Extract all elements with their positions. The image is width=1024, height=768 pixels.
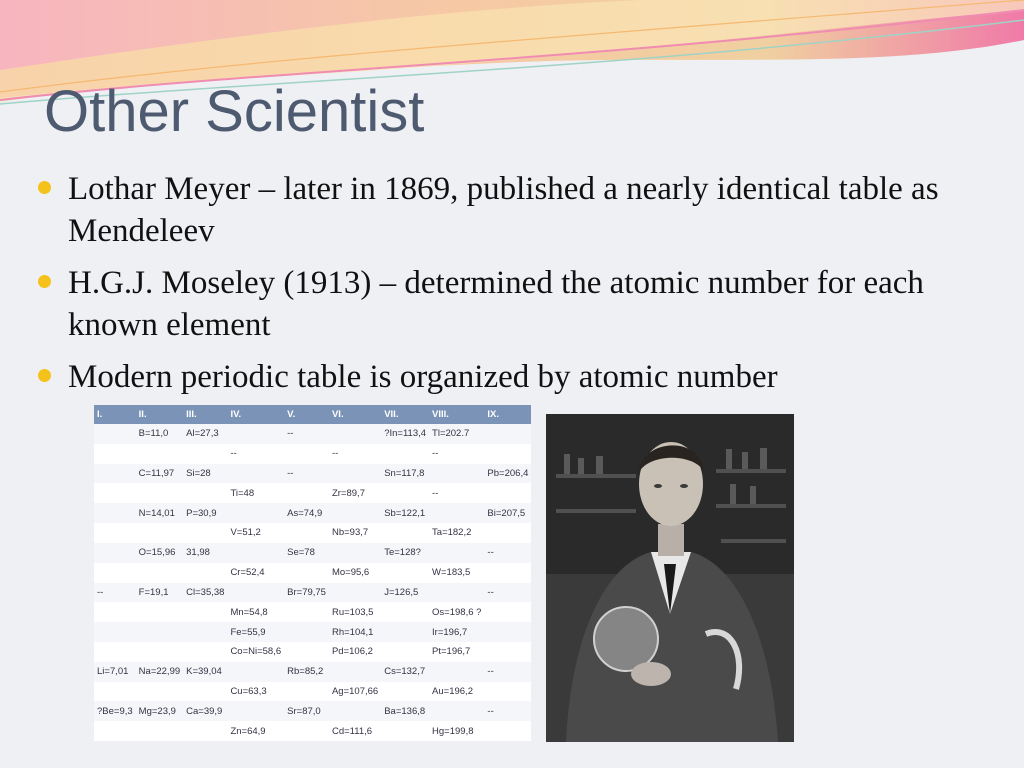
bullet-item: [38, 356, 998, 398]
table-cell: [429, 464, 484, 484]
table-cell: Ti=48: [227, 483, 284, 503]
table-header-cell: V.: [284, 405, 329, 424]
table-cell: [484, 424, 531, 444]
table-cell: [329, 464, 381, 484]
table-cell: [94, 464, 136, 484]
table-cell: [227, 662, 284, 682]
table-header-cell: II.: [136, 405, 183, 424]
table-cell: [94, 543, 136, 563]
table-cell: P=30,9: [186, 507, 217, 519]
table-cell: [381, 721, 429, 741]
table-cell: V=51,2: [227, 523, 284, 543]
table-cell: [94, 503, 136, 523]
table-cell: Cl=35,38: [186, 586, 225, 598]
table-cell: Ir=196,7: [432, 626, 468, 638]
table-cell: [284, 523, 329, 543]
table-row: [94, 424, 531, 444]
table-cell: Cs=132,7: [384, 666, 426, 678]
table-cell: [429, 583, 484, 603]
table-cell: [183, 444, 227, 464]
table-cell: Mo=95,6: [329, 563, 381, 583]
table-cell: [136, 642, 183, 662]
table-cell: [94, 682, 136, 702]
table-cell: [381, 523, 429, 543]
table-cell: [227, 543, 284, 563]
table-cell: [381, 444, 429, 464]
table-cell: [94, 444, 136, 464]
table-header-cell: III.: [183, 405, 227, 424]
bullet-text: H.G.J. Moseley (1913) – determined the atomic number for each known element: [68, 265, 924, 343]
table-cell: Zn=64,9: [227, 721, 284, 741]
table-cell: Nb=93,7: [329, 523, 381, 543]
table-cell: Mn=54,8: [227, 602, 284, 622]
table-cell: N=14,01: [138, 507, 175, 519]
table-cell: [227, 583, 284, 603]
table-cell: [183, 563, 227, 583]
table-cell: Si=28: [186, 468, 211, 480]
table-row: [94, 701, 531, 721]
table-cell: [484, 523, 531, 543]
table-row: [94, 503, 531, 523]
table-cell: Mg=23,9: [138, 705, 176, 717]
table-header-cell: VI.: [329, 405, 381, 424]
table-cell: [227, 424, 284, 444]
table-cell: [381, 682, 429, 702]
table-cell: J=126,5: [384, 586, 419, 598]
table-cell: [136, 602, 183, 622]
table-cell: [284, 483, 329, 503]
table-cell: [136, 682, 183, 702]
table-cell: Hg=199,8: [429, 721, 484, 741]
table-cell: Sr=87,0: [287, 705, 321, 717]
table-cell: Cu=63,3: [227, 682, 284, 702]
table-cell: [183, 682, 227, 702]
table-cell: [429, 543, 484, 563]
table-cell: [94, 483, 136, 503]
table-cell: [484, 721, 531, 741]
table-row: [94, 622, 531, 642]
table-cell: ?Be=9,3: [97, 705, 133, 717]
table-header-cell: IV.: [227, 405, 284, 424]
bullet-list: [38, 168, 998, 408]
table-cell: Ca=39,9: [186, 705, 223, 717]
table-cell: [227, 464, 284, 484]
table-cell: [136, 444, 183, 464]
table-cell: Ru=103,5: [329, 602, 381, 622]
bullet-item: [38, 168, 998, 252]
table-header-cell: VII.: [381, 405, 429, 424]
table-cell: [136, 523, 183, 543]
table-cell: Rh=104,1: [331, 626, 374, 638]
table-cell: 31,98: [186, 547, 210, 559]
table-cell: Os=198,6 ?: [429, 602, 484, 622]
table-cell: --: [287, 468, 294, 480]
table-cell: Ag=107,66: [329, 682, 381, 702]
table-cell: [136, 483, 183, 503]
table-cell: Sb=122,1: [384, 507, 426, 519]
table-cell: [484, 682, 531, 702]
table-cell: As=74,9: [287, 507, 323, 519]
periodic-table-body: [94, 424, 531, 741]
table-cell: Tl=202.7: [432, 428, 470, 440]
periodic-table-header-row: [94, 405, 531, 424]
table-cell: [136, 563, 183, 583]
table-cell: [284, 563, 329, 583]
table-cell: C=11,97: [138, 468, 175, 480]
bullet-item: [38, 262, 998, 346]
table-cell: [329, 583, 381, 603]
table-cell: [183, 622, 227, 642]
table-cell: Co=Ni=58,6: [227, 642, 284, 662]
table-cell: Cd=111,6: [329, 721, 381, 741]
table-cell: --: [429, 483, 484, 503]
table-cell: Ta=182,2: [429, 523, 484, 543]
table-cell: [429, 662, 484, 682]
table-header-cell: VIII.: [429, 405, 484, 424]
table-cell: [381, 622, 429, 642]
table-cell: --: [329, 444, 381, 464]
table-cell: [381, 602, 429, 622]
table-cell: [136, 721, 183, 741]
table-row: [94, 543, 531, 563]
table-cell: --: [487, 705, 494, 717]
table-cell: --: [287, 428, 294, 440]
table-row: [94, 682, 531, 702]
table-cell: Na=22,99: [138, 666, 181, 678]
table-cell: [183, 523, 227, 543]
table-cell: [329, 543, 381, 563]
table-cell: [284, 622, 329, 642]
table-cell: [484, 642, 531, 662]
table-row: [94, 483, 531, 503]
table-cell: Ba=136,8: [384, 705, 426, 717]
table-header-cell: I.: [94, 405, 136, 424]
periodic-table-image: [94, 405, 531, 741]
table-cell: Bi=207,5: [487, 507, 526, 519]
table-cell: Rb=85,2: [287, 666, 324, 678]
table-cell: [484, 444, 531, 464]
table-row: [94, 583, 531, 603]
table-cell: [484, 622, 531, 642]
table-cell: [183, 602, 227, 622]
table-cell: [94, 424, 136, 444]
table-cell: ?In=113,4: [384, 428, 427, 440]
table-row: [94, 464, 531, 484]
table-cell: [329, 424, 381, 444]
table-cell: [94, 642, 136, 662]
table-cell: Al=27,3: [186, 428, 219, 440]
table-cell: [329, 662, 381, 682]
bullet-text: Modern periodic table is organized by atomic number: [68, 359, 778, 395]
table-cell: [484, 483, 531, 503]
table-cell: [284, 602, 329, 622]
table-cell: Zr=89,7: [329, 483, 381, 503]
table-cell: [227, 701, 284, 721]
table-cell: W=183,5: [429, 563, 484, 583]
bullet-text: Lothar Meyer – later in 1869, published a nearly identical table as Mendeleev: [68, 171, 939, 249]
table-cell: [329, 503, 381, 523]
table-cell: [329, 701, 381, 721]
table-row: [94, 602, 531, 622]
table-cell: Se=78: [287, 547, 315, 559]
table-cell: F=19,1: [138, 586, 169, 598]
table-cell: --: [429, 444, 484, 464]
table-cell: [284, 721, 329, 741]
table-cell: Pt=196,7: [429, 642, 484, 662]
table-cell: --: [97, 586, 104, 598]
slide-title: Other Scientist: [44, 79, 425, 144]
table-cell: Sn=117,8: [384, 468, 425, 480]
table-cell: [484, 602, 531, 622]
table-cell: [94, 563, 136, 583]
table-cell: [429, 503, 484, 523]
table-cell: Fe=55,9: [230, 626, 266, 638]
table-cell: [484, 563, 531, 583]
table-row: [94, 563, 531, 583]
table-cell: [183, 721, 227, 741]
bullet-dot-icon: [38, 275, 51, 288]
table-cell: Au=196,2: [429, 682, 484, 702]
table-cell: [284, 444, 329, 464]
table-cell: [94, 721, 136, 741]
table-cell: [183, 642, 227, 662]
table-cell: K=39,04: [186, 666, 222, 678]
table-header-cell: IX.: [484, 405, 531, 424]
table-cell: [284, 642, 329, 662]
table-cell: --: [487, 586, 494, 598]
table-cell: [381, 483, 429, 503]
table-cell: Pd=106,2: [329, 642, 381, 662]
table-cell: Pb=206,4: [487, 468, 529, 480]
table-row: [94, 523, 531, 543]
table-cell: --: [227, 444, 284, 464]
table-cell: [94, 622, 136, 642]
table-cell: [183, 483, 227, 503]
table-cell: --: [487, 547, 494, 559]
table-cell: Li=7,01: [97, 666, 129, 678]
table-row: [94, 444, 531, 464]
table-cell: [284, 682, 329, 702]
table-cell: [94, 602, 136, 622]
table-cell: [381, 642, 429, 662]
table-cell: --: [487, 666, 494, 678]
table-cell: Te=128?: [384, 547, 421, 559]
moseley-portrait-photo: [546, 414, 794, 742]
table-row: [94, 662, 531, 682]
table-cell: [94, 523, 136, 543]
table-cell: [381, 563, 429, 583]
table-cell: [429, 701, 484, 721]
table-cell: [136, 622, 183, 642]
table-cell: Br=79,75: [287, 586, 326, 598]
table-cell: B=11,0: [138, 428, 169, 440]
table-row: [94, 642, 531, 662]
bullet-dot-icon: [38, 369, 51, 382]
table-row: [94, 721, 531, 741]
table-cell: O=15,96: [138, 547, 176, 559]
table-cell: [227, 503, 284, 523]
bullet-dot-icon: [38, 181, 51, 194]
table-cell: Cr=52,4: [227, 563, 284, 583]
